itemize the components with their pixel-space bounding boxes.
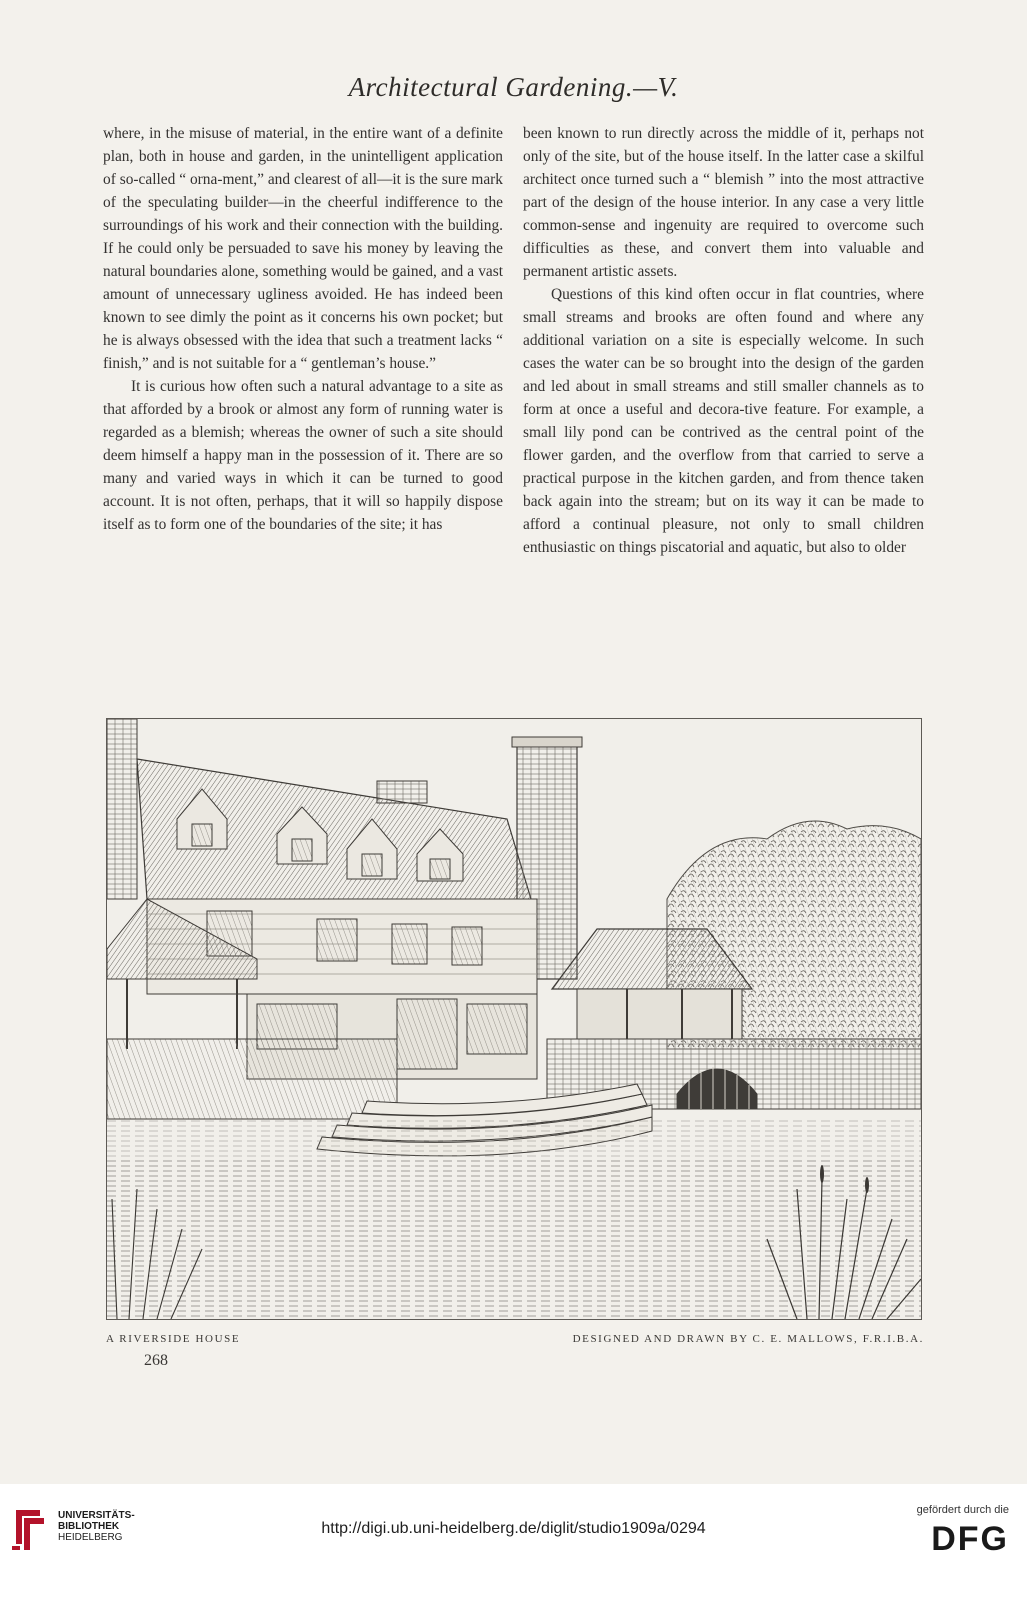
permalink-url[interactable]: http://digi.ub.uni-heidelberg.de/diglit/studio1909a/0294 bbox=[321, 1520, 706, 1537]
figure-caption-title: A RIVERSIDE HOUSE bbox=[106, 1333, 241, 1345]
page-number: 268 bbox=[144, 1352, 168, 1369]
figure-caption-credit: DESIGNED AND DRAWN BY C. E. MALLOWS, F.R.I.B.A. bbox=[572, 1333, 924, 1345]
library-name-line-1: UNIVERSITÄTS- bbox=[58, 1510, 135, 1521]
library-name-line-2: BIBLIOTHEK bbox=[58, 1521, 120, 1532]
illustration-drawing bbox=[107, 719, 921, 1319]
left-paragraph-2: It is curious how often such a natural advantage to a site as that afforded by a brook or almost any form of running water is regarded as a blemish; whereas the owner of such a site should deem himself a happy man in the possession of it. There are so many and varied ways in which it can be turned to good account. It is not often, perhaps, that it will so happily dispose itself as to form one of the boundaries of the site; it has bbox=[103, 378, 503, 533]
right-paragraph-1: been known to run directly across the middle of it, perhaps not only of the site, but of the house itself. In the latter case a skilful architect once turned such a “ blemish ” into the most attractive part of the design of the house interior. In any case a very little common-sense and ingenuity are required to overcome such difficulties as these, and convert them into valuable and permanent artistic assets. bbox=[523, 125, 924, 280]
library-name-line-3: HEIDELBERG bbox=[58, 1532, 123, 1543]
footer-bar bbox=[0, 1484, 1027, 1600]
left-column bbox=[103, 122, 503, 536]
running-title: Architectural Gardening.—V. bbox=[348, 72, 679, 102]
riverside-house-illustration bbox=[106, 718, 922, 1320]
right-column bbox=[523, 122, 924, 559]
right-paragraph-2: Questions of this kind often occur in flat countries, where small streams and brooks are often found and where any additional variation on a site is especially welcome. In such cases the water can be so brought into the design of the garden and led about in small streams and still smaller channels as to form at once a useful and decora-tive feature. For example, a small lily pond can be contrived as the central point of the flower garden, and the overflow from that carried to serve a practical purpose in the kitchen garden, and from thence taken back again into the stream; but on its way it can be made to afford a continual pleasure, not only to small children enthusiastic on things piscatorial and aquatic, but also to older bbox=[523, 286, 924, 556]
left-paragraph-1: where, in the misuse of material, in the entire want of a definite plan, both in house and garden, in the unintelligent application of so-called “ orna-ment,” and clearest of all—it is the sure mark of the speculating builder—in the cheerful indifference to the surroundings of his work and their connection with the building. If he could only be persuaded to save his money by leaving the natural boundaries alone, something would be gained, and a vast amount of unnecessary ugliness avoided. He has indeed been known to see dimly the point as it concerns his own pocket; but he is always obsessed with the idea that such a treatment lacks “ finish,” and is not suitable for a “ gentleman’s house.” bbox=[103, 125, 503, 372]
funded-by-label: gefördert durch die bbox=[916, 1504, 1009, 1516]
dfg-logo: DFG bbox=[931, 1520, 1009, 1558]
